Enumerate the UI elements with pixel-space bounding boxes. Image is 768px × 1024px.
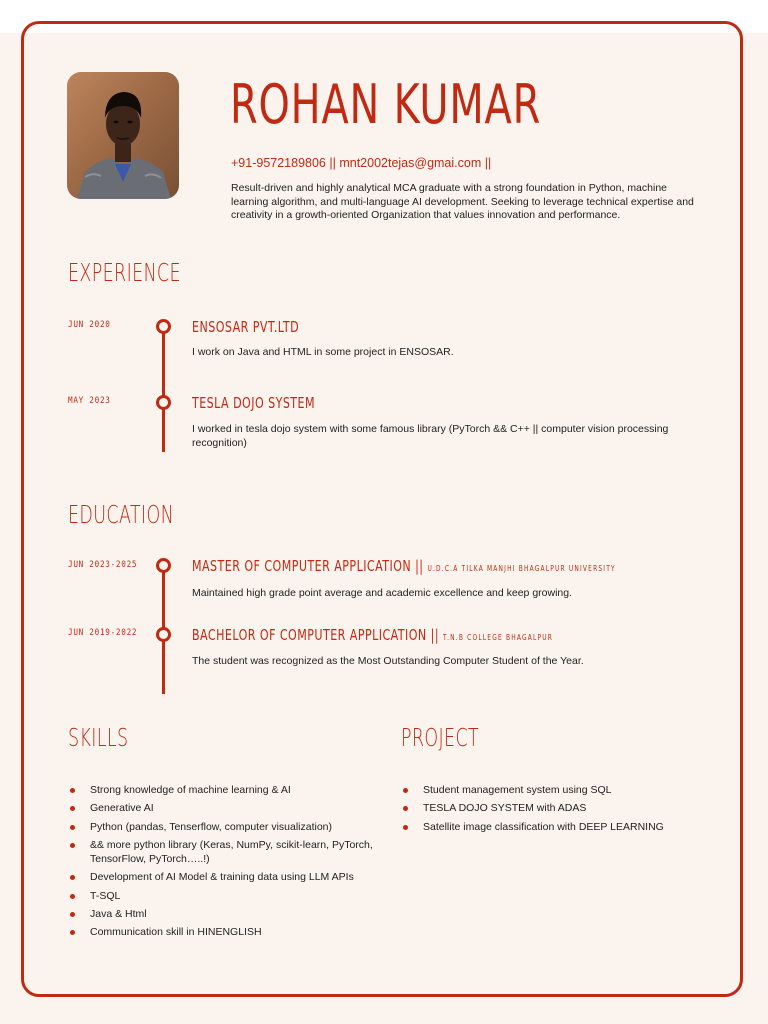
list-item: && more python library (Keras, NumPy, scikit-learn, PyTorch, TensorFlow, PyTorch…..!) [68, 839, 388, 866]
list-item: Student management system using SQL [401, 784, 721, 798]
candidate-name: ROHAN KUMAR [230, 73, 542, 136]
list-item: Satellite image classification with DEEP LEARNING [401, 821, 721, 835]
experience-description: I worked in tesla dojo system with some famous library (PyTorch && C++ || computer vision processing recognition) [192, 423, 669, 449]
skills-heading: SKILLS [68, 723, 129, 752]
experience-timeline [162, 330, 165, 452]
list-item: T-SQL [68, 890, 388, 904]
timeline-dot [156, 558, 171, 573]
list-item: TESLA DOJO SYSTEM with ADAS [401, 802, 721, 816]
profile-summary: Result-driven and highly analytical MCA graduate with a strong foundation in Python, machine learning algorithm, and multi-language AI development. Seeking to leverage technical expertise and creativity in a growth-oriented Organization that values innovation and performance. [231, 182, 694, 222]
education-title [192, 626, 553, 644]
experience-title: ENSOSAR PVT.LTD [192, 318, 300, 336]
experience-date: MAY 2023 [68, 396, 111, 406]
education-date: JUN 2023-2025 [68, 560, 138, 570]
education-description: Maintained high grade point average and academic excellence and keep growing. [192, 587, 573, 599]
education-title [192, 557, 616, 575]
contact-info[interactable]: +91-9572189806 || mnt2002tejas@gmai.com || [231, 156, 492, 170]
project-heading: PROJECT [401, 723, 480, 752]
list-item: Python (pandas, Tenserflow, computer visualization) [68, 821, 388, 835]
degree-name: BACHELOR OF COMPUTER APPLICATION || [192, 626, 443, 644]
timeline-dot [156, 395, 171, 410]
project-list [401, 784, 721, 839]
experience-date: JUN 2020 [68, 320, 111, 330]
experience-heading: EXPERIENCE [68, 258, 181, 287]
list-item: Strong knowledge of machine learning & AI [68, 784, 388, 798]
education-description: The student was recognized as the Most Outstanding Computer Student of the Year. [192, 655, 584, 667]
list-item: Generative AI [68, 802, 388, 816]
list-item: Java & Html [68, 908, 388, 922]
list-item: Communication skill in HINENGLISH [68, 926, 388, 940]
list-item: Development of AI Model & training data using LLM APIs [68, 871, 388, 885]
profile-photo [67, 72, 179, 199]
degree-name: MASTER OF COMPUTER APPLICATION || [192, 557, 428, 575]
skills-list [68, 784, 388, 945]
institution-name: U.D.C.A TILKA MANJHI BHAGALPUR UNIVERSITY [427, 564, 616, 573]
experience-title: TESLA DOJO SYSTEM [192, 394, 316, 412]
experience-description: I work on Java and HTML in some project in ENSOSAR. [192, 346, 454, 358]
education-date: JUN 2019-2022 [68, 628, 138, 638]
timeline-dot [156, 627, 171, 642]
education-heading: EDUCATION [68, 500, 175, 529]
timeline-dot [156, 319, 171, 334]
institution-name: T.N.B COLLEGE BHAGALPUR [442, 633, 554, 642]
